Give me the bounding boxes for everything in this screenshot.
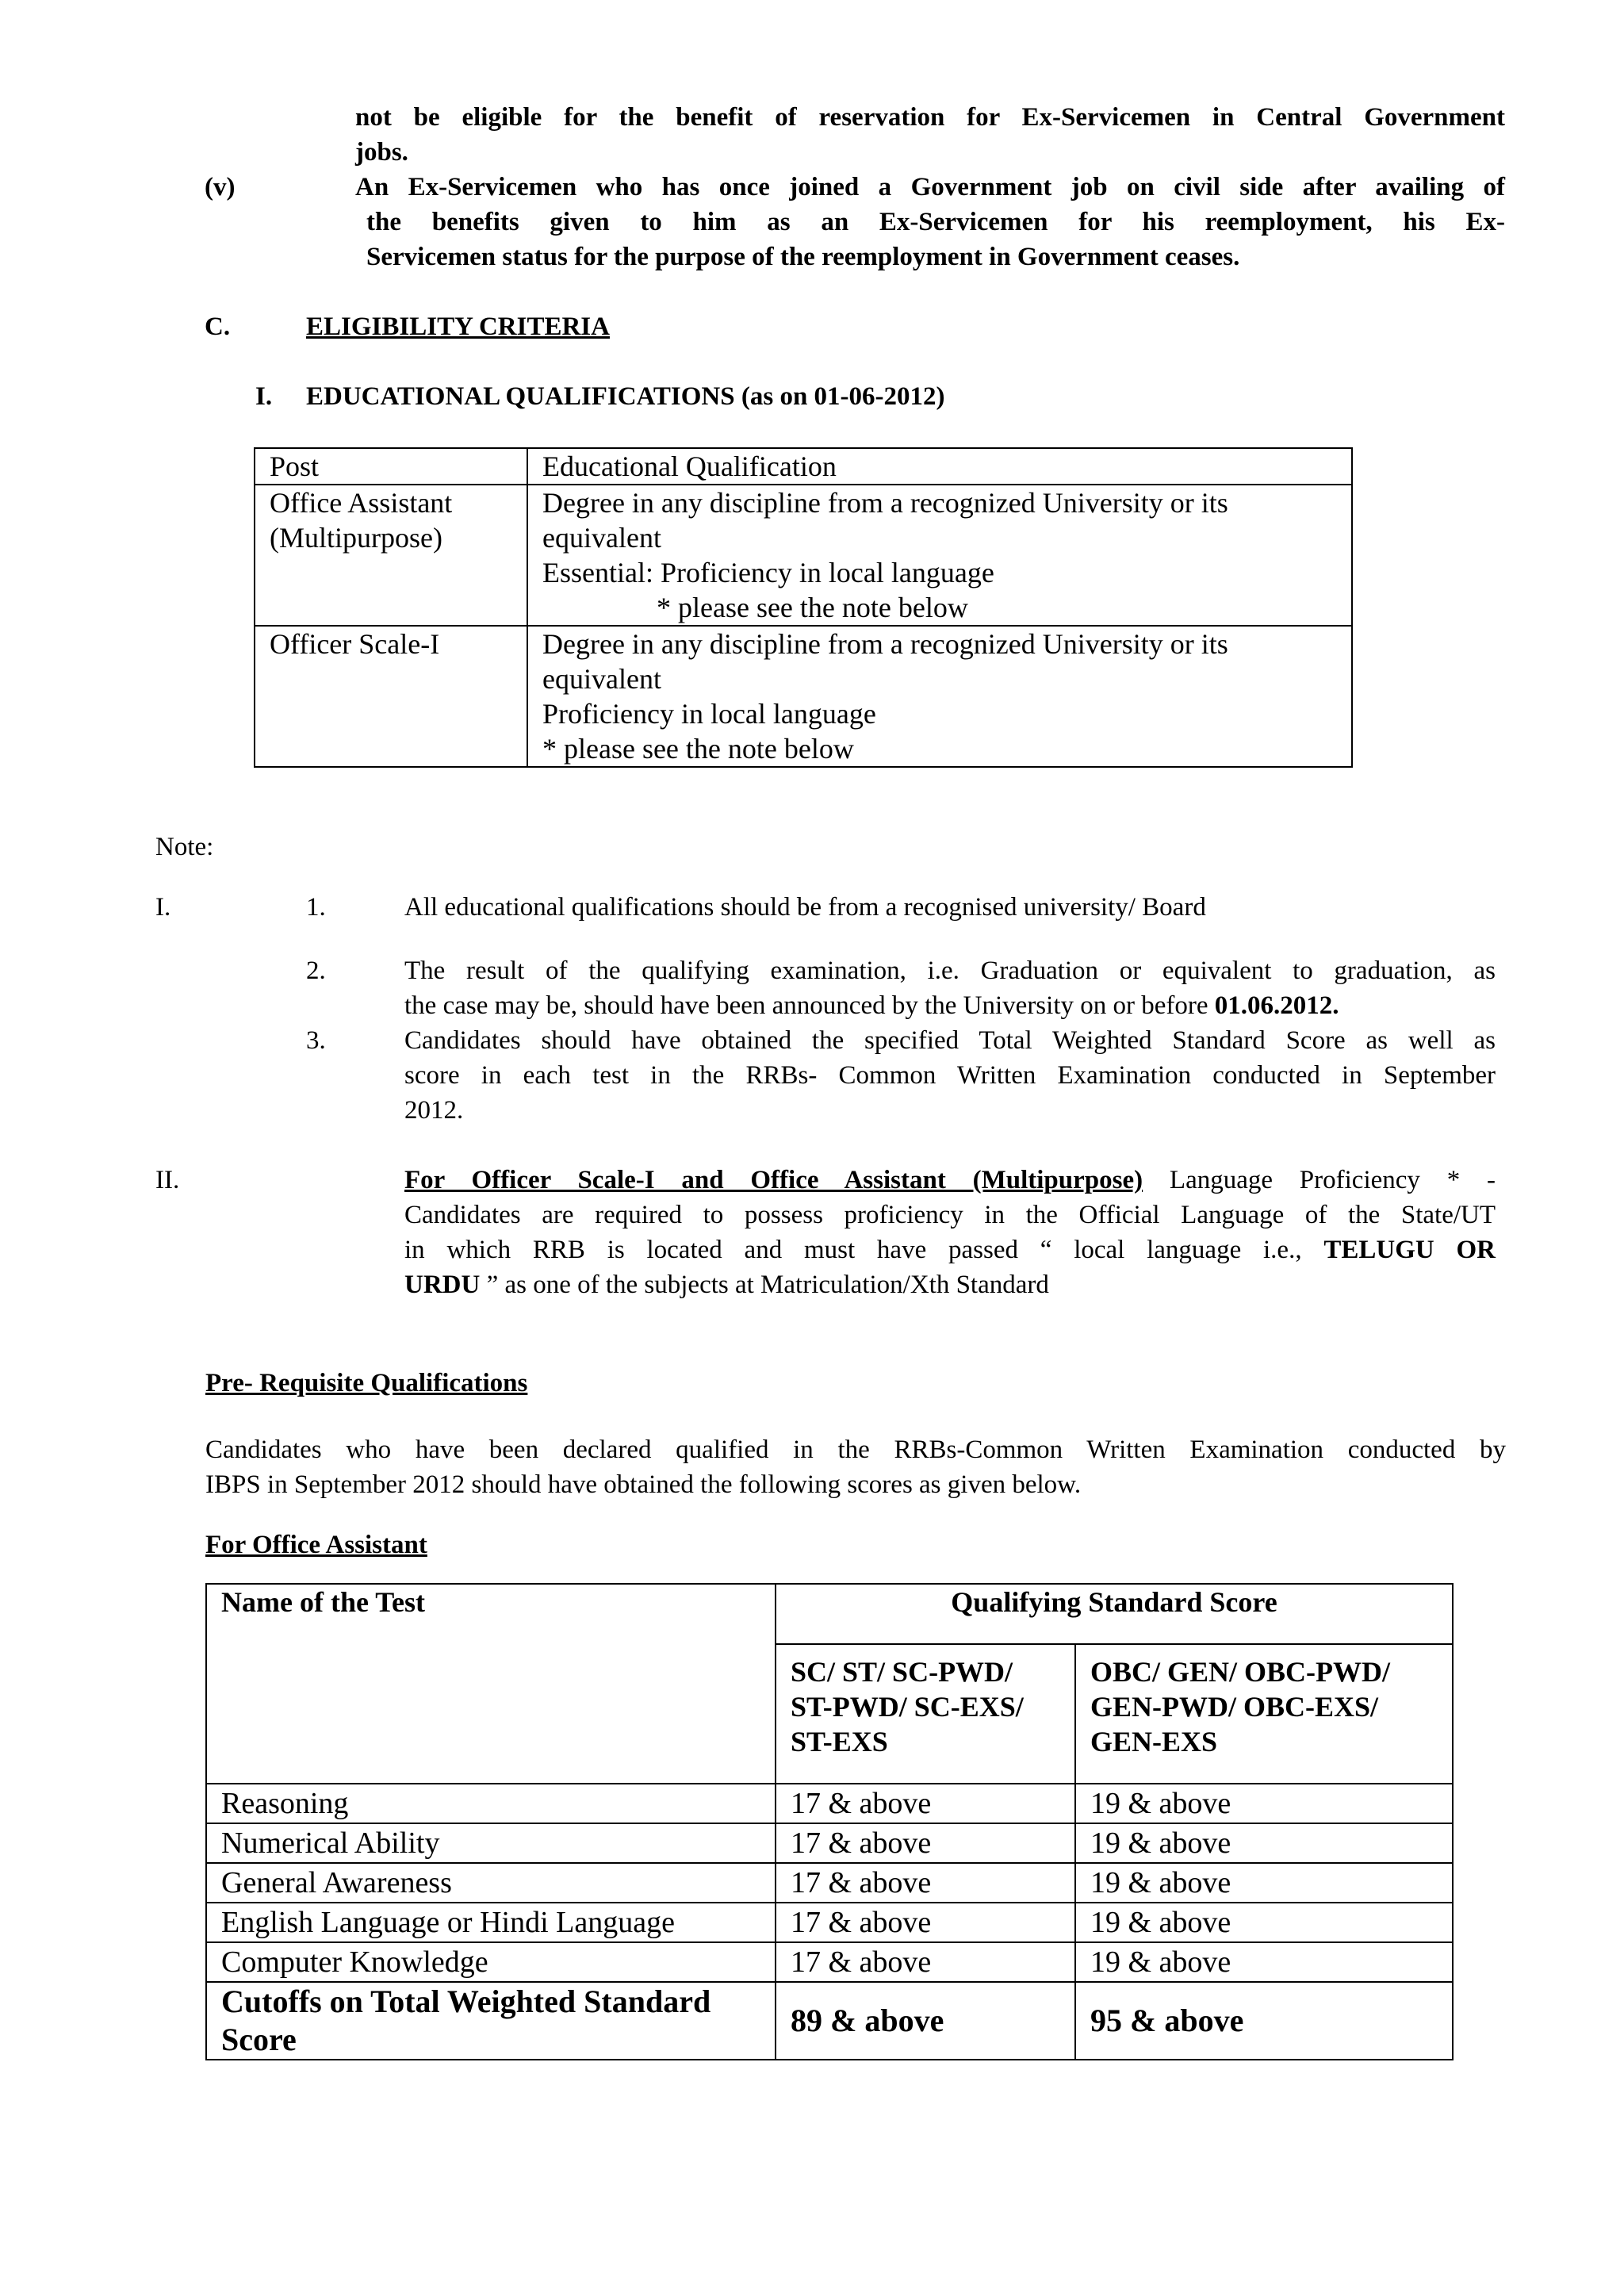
table-row xyxy=(206,1863,1453,1903)
qualification-line: Degree in any discipline from a recognized University or its xyxy=(542,487,1228,519)
cutoff-label: Score xyxy=(221,2022,297,2057)
note-text-part: in which RRB is located and must have passed “ local language i.e., xyxy=(404,1236,1324,1264)
table-cell xyxy=(255,485,527,626)
prereq-paragraph: IBPS in September 2012 should have obtained the following scores as given below. xyxy=(205,1470,1082,1499)
qualification-note: * please see the note below xyxy=(657,592,968,623)
category-line: GEN-PWD/ OBC-EXS/ xyxy=(1090,1691,1379,1723)
table-header-cell xyxy=(776,1644,1075,1784)
note-text-part: the case may be, should have been announced by the University on or before xyxy=(404,991,1215,1020)
test-name-cell: General Awareness xyxy=(206,1863,776,1903)
section-title: ELIGIBILITY CRITERIA xyxy=(306,312,610,341)
score-cell: 17 & above xyxy=(776,1942,1075,1982)
note-text: Candidates should have obtained the specified Total Weighted Standard Score as well as xyxy=(404,1026,1496,1055)
score-cell: 19 & above xyxy=(1075,1784,1453,1823)
note-text xyxy=(404,988,1339,1023)
cutoff-score-cell: 95 & above xyxy=(1075,1982,1453,2060)
item-marker: (v) xyxy=(205,173,236,201)
category-line: SC/ ST/ SC-PWD/ xyxy=(791,1656,1013,1688)
score-cell: 17 & above xyxy=(776,1903,1075,1942)
table-row xyxy=(255,626,1352,767)
note-text: Candidates are required to possess proficiency in the Official Language of the State/UT xyxy=(404,1201,1496,1229)
subsection-marker: I. xyxy=(255,382,273,411)
note-date: 01.06.2012. xyxy=(1214,991,1339,1020)
note-text: All educational qualifications should be from a recognised university/ Board xyxy=(404,893,1206,922)
note-heading: For Officer Scale-I and Office Assistant (Multipurpose) xyxy=(404,1166,1143,1194)
table-row xyxy=(255,448,1352,485)
prereq-title: Pre- Requisite Qualifications xyxy=(205,1369,528,1397)
note-language: TELUGU OR xyxy=(1323,1236,1496,1264)
continuation-line: not be eligible for the benefit of reservation for Ex-Servicemen in Central Government xyxy=(355,103,1505,132)
note-number: 1. xyxy=(306,893,326,922)
qualification-note: * please see the note below xyxy=(542,733,854,765)
qualification-line: equivalent xyxy=(542,663,661,695)
category-line: GEN-EXS xyxy=(1090,1726,1218,1757)
note-marker: II. xyxy=(155,1166,180,1194)
cutoff-label-cell xyxy=(206,1982,776,2060)
note-language: URDU xyxy=(404,1271,481,1299)
header-qualification: Educational Qualification xyxy=(542,450,837,482)
prereq-paragraph: Candidates who have been declared qualified in the RRBs-Common Written Examination conducted by xyxy=(205,1435,1506,1464)
note-text-part: ” as one of the subjects at Matriculation/Xth Standard xyxy=(480,1271,1049,1299)
table-row xyxy=(206,1942,1453,1982)
table-header-cell xyxy=(527,448,1352,485)
table-cell xyxy=(527,626,1352,767)
note-number: 2. xyxy=(306,956,326,985)
category-line: OBC/ GEN/ OBC-PWD/ xyxy=(1090,1656,1391,1688)
table-row xyxy=(206,1584,1453,1644)
post-name: Office Assistant xyxy=(270,487,453,519)
note-text xyxy=(404,1267,1049,1302)
qualification-line: Proficiency in local language xyxy=(542,698,876,730)
score-cell: 19 & above xyxy=(1075,1942,1453,1982)
table-row xyxy=(255,485,1352,626)
test-name-cell: English Language or Hindi Language xyxy=(206,1903,776,1942)
header-post: Post xyxy=(270,450,320,482)
office-assistant-heading: For Office Assistant xyxy=(205,1531,427,1559)
score-table xyxy=(205,1583,1454,2060)
qualification-line: Essential: Proficiency in local language xyxy=(542,557,994,588)
table-header-cell xyxy=(255,448,527,485)
score-cell: 17 & above xyxy=(776,1863,1075,1903)
table-header-cell xyxy=(206,1584,776,1784)
cutoff-score-cell: 89 & above xyxy=(776,1982,1075,2060)
subsection-title: EDUCATIONAL QUALIFICATIONS (as on 01-06-2012) xyxy=(306,382,945,411)
table-row xyxy=(206,1982,1453,2060)
qualification-table xyxy=(254,447,1353,768)
item-v-text: Servicemen status for the purpose of the reemployment in Government ceases. xyxy=(366,243,1240,271)
score-cell: 17 & above xyxy=(776,1784,1075,1823)
note-text xyxy=(404,1232,1496,1267)
note-text-part: Language Proficiency * - xyxy=(1143,1166,1496,1194)
note-text: The result of the qualifying examination, i.e. Graduation or equivalent to graduation, as xyxy=(404,956,1496,985)
test-name-cell: Computer Knowledge xyxy=(206,1942,776,1982)
qualification-line: equivalent xyxy=(542,522,661,554)
test-name-cell: Reasoning xyxy=(206,1784,776,1823)
header-test-name: Name of the Test xyxy=(221,1586,425,1618)
cutoff-label: Cutoffs on Total Weighted Standard xyxy=(221,1984,711,2019)
item-v-text: An Ex-Servicemen who has once joined a Government job on civil side after availing of xyxy=(355,173,1505,201)
note-number: 3. xyxy=(306,1026,326,1055)
note-text: score in each test in the RRBs- Common Written Examination conducted in September xyxy=(404,1061,1496,1090)
table-cell xyxy=(255,626,527,767)
score-cell: 19 & above xyxy=(1075,1863,1453,1903)
table-cell xyxy=(527,485,1352,626)
score-cell: 19 & above xyxy=(1075,1823,1453,1863)
table-row xyxy=(206,1903,1453,1942)
continuation-line: jobs. xyxy=(355,138,408,167)
post-name: Officer Scale-I xyxy=(270,628,440,660)
category-line: ST-PWD/ SC-EXS/ xyxy=(791,1691,1024,1723)
note-text: 2012. xyxy=(404,1096,464,1125)
table-row xyxy=(206,1784,1453,1823)
test-name-cell: Numerical Ability xyxy=(206,1823,776,1863)
note-label: Note: xyxy=(155,833,214,861)
score-cell: 17 & above xyxy=(776,1823,1075,1863)
qualification-line: Degree in any discipline from a recognized University or its xyxy=(542,628,1228,660)
table-header-cell xyxy=(776,1584,1453,1644)
post-name: (Multipurpose) xyxy=(270,522,442,554)
category-line: ST-EXS xyxy=(791,1726,888,1757)
note-text xyxy=(404,1163,1496,1198)
header-qualifying-score: Qualifying Standard Score xyxy=(951,1586,1277,1618)
table-row xyxy=(206,1823,1453,1863)
score-cell: 19 & above xyxy=(1075,1903,1453,1942)
note-marker: I. xyxy=(155,893,171,922)
table-header-cell xyxy=(1075,1644,1453,1784)
section-marker: C. xyxy=(205,312,231,341)
item-v-text: the benefits given to him as an Ex-Servicemen for his reemployment, his Ex- xyxy=(366,208,1505,236)
